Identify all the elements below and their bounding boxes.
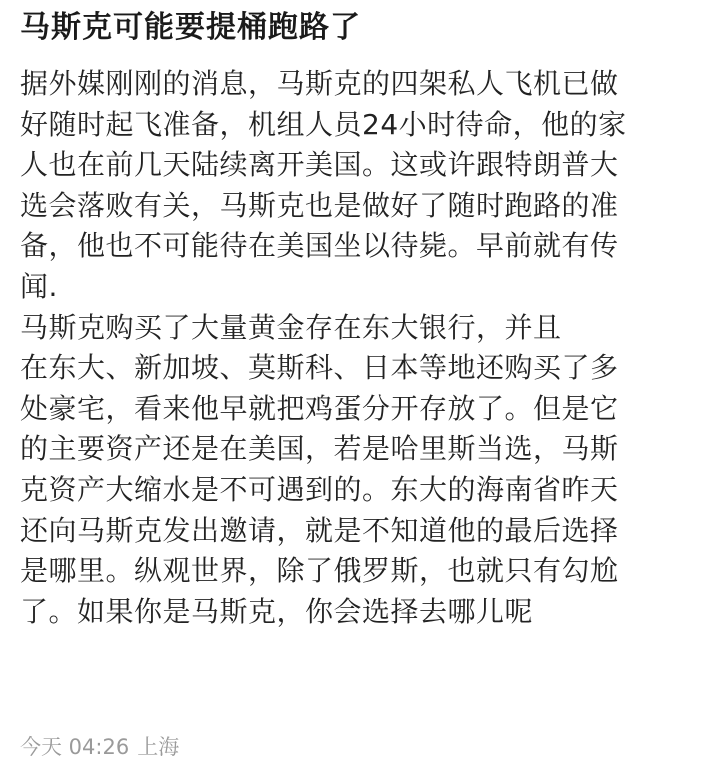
post-body-line: 闻. bbox=[20, 269, 58, 303]
post-body-line: 据外媒刚刚的消息，马斯克的四架私人飞机已做 bbox=[20, 67, 619, 100]
post-body-line: 备，他也不可能待在美国坐以待毙。早前就有传 bbox=[20, 229, 619, 263]
post-body-line: 选会落败有关，马斯克也是做好了随时跑路的准 bbox=[20, 188, 619, 222]
post-body-line: 人也在前几天陆续离开美国。这或许跟特朗普大 bbox=[20, 148, 619, 182]
post-body-line: 了。如果你是马斯克，你会选择去哪儿呢 bbox=[20, 594, 534, 628]
post-body bbox=[20, 64, 705, 632]
post-body-line: 还向马斯克发出邀请，就是不知道他的最后选择 bbox=[20, 513, 619, 547]
post-location: 上海 bbox=[137, 735, 180, 759]
post-body-line: 好随时起飞准备，机组人员24小时待命，他的家 bbox=[20, 107, 627, 141]
post-body-line: 克资产大缩水是不可遇到的。东大的海南省昨天 bbox=[20, 472, 619, 506]
post-body-line: 马斯克购买了大量黄金存在东大银行，并且 bbox=[20, 310, 562, 344]
post-time: 今天 04:26 bbox=[20, 735, 130, 759]
post-body-line: 处豪宅，看来他早就把鸡蛋分开存放了。但是它 bbox=[20, 391, 619, 425]
post-body-line: 在东大、新加坡、莫斯科、日本等地还购买了多 bbox=[20, 351, 619, 385]
post-body-line: 的主要资产还是在美国，若是哈里斯当选，马斯 bbox=[20, 432, 619, 466]
post-meta bbox=[20, 733, 179, 761]
post-title: 马斯克可能要提桶跑路了 bbox=[20, 10, 361, 45]
post-body-line: 是哪里。纵观世界，除了俄罗斯，也就只有勾尬 bbox=[20, 554, 619, 588]
